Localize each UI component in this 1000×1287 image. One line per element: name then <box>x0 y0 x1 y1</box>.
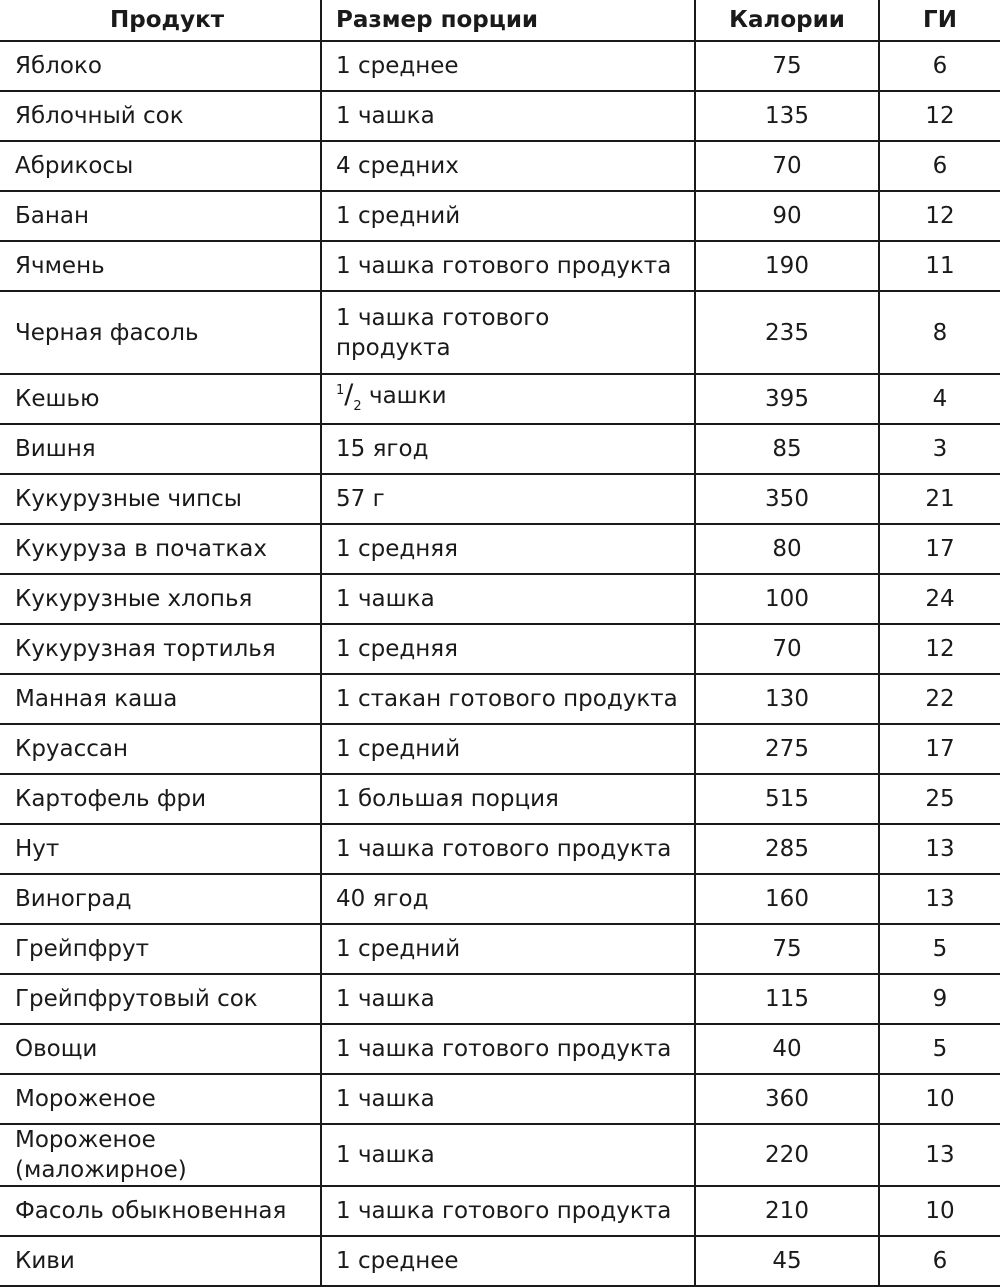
cell-serving: 1 средний <box>321 191 695 241</box>
table-row <box>0 724 1000 774</box>
cell-gi: 3 <box>879 424 1000 474</box>
cell-calories: 80 <box>695 524 879 574</box>
table-row <box>0 524 1000 574</box>
cell-product: Яблочный сок <box>0 91 321 141</box>
cell-product: Картофель фри <box>0 774 321 824</box>
fraction-numerator: 1 <box>336 383 345 398</box>
cell-serving: 15 ягод <box>321 424 695 474</box>
cell-serving: 1 среднее <box>321 41 695 91</box>
cell-gi: 12 <box>879 91 1000 141</box>
cell-gi: 17 <box>879 524 1000 574</box>
cell-calories: 85 <box>695 424 879 474</box>
table-header-row <box>0 0 1000 41</box>
cell-product: Виноград <box>0 874 321 924</box>
cell-gi: 10 <box>879 1186 1000 1236</box>
cell-gi: 24 <box>879 574 1000 624</box>
cell-product: Кукуруза в початках <box>0 524 321 574</box>
table-row <box>0 41 1000 91</box>
cell-calories: 75 <box>695 924 879 974</box>
table-row <box>0 1236 1000 1286</box>
cell-serving: 1 чашка <box>321 574 695 624</box>
table-row <box>0 924 1000 974</box>
cell-gi: 10 <box>879 1074 1000 1124</box>
cell-product: Кукурузные хлопья <box>0 574 321 624</box>
cell-serving: 40 ягод <box>321 874 695 924</box>
serving-line-2: продукта <box>336 334 451 361</box>
cell-serving: 1 чашка готового продукта <box>321 241 695 291</box>
cell-calories: 220 <box>695 1124 879 1186</box>
header-serving: Размер порции <box>321 0 695 41</box>
cell-product: Кешью <box>0 374 321 424</box>
cell-product: Банан <box>0 191 321 241</box>
cell-product: Овощи <box>0 1024 321 1074</box>
table-row <box>0 241 1000 291</box>
header-gi: ГИ <box>879 0 1000 41</box>
cell-calories: 70 <box>695 624 879 674</box>
cell-product: Киви <box>0 1236 321 1286</box>
table-row <box>0 91 1000 141</box>
table-row <box>0 1186 1000 1236</box>
cell-gi: 11 <box>879 241 1000 291</box>
cell-calories: 40 <box>695 1024 879 1074</box>
cell-serving: 1 чашка готового продукта <box>321 824 695 874</box>
table-row <box>0 474 1000 524</box>
cell-product: Кукурузные чипсы <box>0 474 321 524</box>
cell-gi: 8 <box>879 291 1000 374</box>
cell-product: Мороженое <box>0 1074 321 1124</box>
cell-product: Манная каша <box>0 674 321 724</box>
table-row <box>0 374 1000 424</box>
table-row <box>0 824 1000 874</box>
cell-product: Фасоль обыкновенная <box>0 1186 321 1236</box>
cell-product: Мороженое (маложирное) <box>0 1124 321 1186</box>
cell-serving: 1 средняя <box>321 624 695 674</box>
cell-product: Грейпфрут <box>0 924 321 974</box>
cell-product: Круассан <box>0 724 321 774</box>
table-row <box>0 424 1000 474</box>
header-product: Продукт <box>0 0 321 41</box>
cell-gi: 12 <box>879 191 1000 241</box>
cell-serving: 1 чашка <box>321 974 695 1024</box>
table-row <box>0 624 1000 674</box>
cell-serving <box>321 291 695 374</box>
cell-calories: 515 <box>695 774 879 824</box>
cell-serving: 1 чашка <box>321 1074 695 1124</box>
header-calories: Калории <box>695 0 879 41</box>
serving-text: чашки <box>361 383 447 409</box>
table-row <box>0 774 1000 824</box>
cell-calories: 115 <box>695 974 879 1024</box>
table-row <box>0 974 1000 1024</box>
table-row <box>0 674 1000 724</box>
table-row <box>0 291 1000 374</box>
cell-calories: 160 <box>695 874 879 924</box>
cell-product: Абрикосы <box>0 141 321 191</box>
cell-gi: 4 <box>879 374 1000 424</box>
cell-gi: 21 <box>879 474 1000 524</box>
serving-line-1: 1 чашка готового <box>336 304 550 331</box>
cell-gi: 6 <box>879 41 1000 91</box>
cell-serving: 1 средний <box>321 724 695 774</box>
cell-product: Кукурузная тортилья <box>0 624 321 674</box>
cell-calories: 100 <box>695 574 879 624</box>
cell-calories: 70 <box>695 141 879 191</box>
cell-serving: 1 средний <box>321 924 695 974</box>
cell-calories: 190 <box>695 241 879 291</box>
cell-serving: 57 г <box>321 474 695 524</box>
cell-product: Вишня <box>0 424 321 474</box>
cell-gi: 6 <box>879 1236 1000 1286</box>
cell-calories: 360 <box>695 1074 879 1124</box>
cell-serving: 1 чашка готового продукта <box>321 1024 695 1074</box>
cell-calories: 130 <box>695 674 879 724</box>
cell-serving <box>321 374 695 424</box>
cell-product: Ячмень <box>0 241 321 291</box>
cell-product: Нут <box>0 824 321 874</box>
cell-product: Черная фасоль <box>0 291 321 374</box>
table-row <box>0 1074 1000 1124</box>
cell-serving: 1 чашка <box>321 91 695 141</box>
cell-serving: 1 средняя <box>321 524 695 574</box>
cell-product: Яблоко <box>0 41 321 91</box>
table-row <box>0 574 1000 624</box>
cell-gi: 22 <box>879 674 1000 724</box>
cell-gi: 5 <box>879 1024 1000 1074</box>
cell-calories: 275 <box>695 724 879 774</box>
cell-calories: 350 <box>695 474 879 524</box>
table-row <box>0 1024 1000 1074</box>
cell-serving: 1 большая порция <box>321 774 695 824</box>
cell-gi: 13 <box>879 874 1000 924</box>
table-row <box>0 141 1000 191</box>
cell-serving: 1 чашка <box>321 1124 695 1186</box>
cell-serving: 1 чашка готового продукта <box>321 1186 695 1236</box>
table-row <box>0 1124 1000 1186</box>
cell-serving: 4 средних <box>321 141 695 191</box>
fraction-slash: / <box>344 379 354 410</box>
cell-calories: 90 <box>695 191 879 241</box>
cell-calories: 285 <box>695 824 879 874</box>
cell-gi: 13 <box>879 1124 1000 1186</box>
cell-calories: 135 <box>695 91 879 141</box>
table-row <box>0 874 1000 924</box>
cell-serving: 1 стакан готового продукта <box>321 674 695 724</box>
cell-product: Грейпфрутовый сок <box>0 974 321 1024</box>
cell-calories: 235 <box>695 291 879 374</box>
cell-calories: 210 <box>695 1186 879 1236</box>
cell-serving: 1 среднее <box>321 1236 695 1286</box>
cell-gi: 25 <box>879 774 1000 824</box>
cell-gi: 9 <box>879 974 1000 1024</box>
cell-calories: 45 <box>695 1236 879 1286</box>
cell-gi: 17 <box>879 724 1000 774</box>
cell-gi: 6 <box>879 141 1000 191</box>
table-row <box>0 191 1000 241</box>
cell-calories: 75 <box>695 41 879 91</box>
cell-gi: 5 <box>879 924 1000 974</box>
fraction-denominator: 2 <box>353 399 362 414</box>
cell-gi: 13 <box>879 824 1000 874</box>
cell-calories: 395 <box>695 374 879 424</box>
cell-gi: 12 <box>879 624 1000 674</box>
